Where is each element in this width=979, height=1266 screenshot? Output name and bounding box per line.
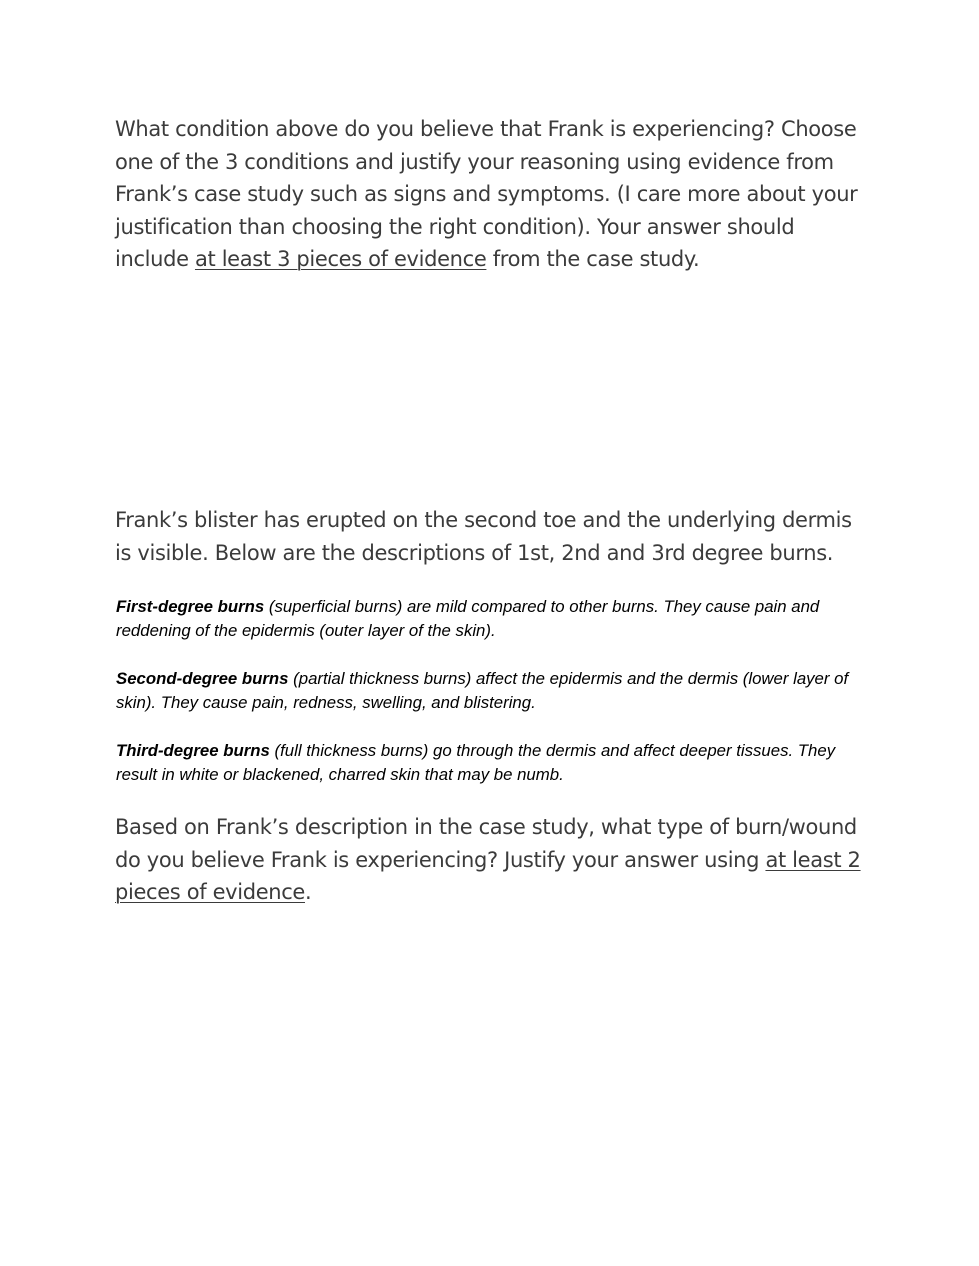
burn-definition-second-degree	[116, 667, 876, 715]
burn-definition-third-degree	[116, 739, 876, 787]
burn-term: Second-degree burns	[116, 669, 289, 688]
burn-term: Third-degree burns	[116, 741, 270, 760]
question-1-text: What condition above do you believe that Frank is experiencing? Choose one of the 3 conditions and justify your reasoning using evidence from Frank’s case study such as signs and symptoms. (I care more about your justification than choosing the right condition). Your answer should include	[115, 117, 858, 272]
burn-description: (superficial burns) are mild compared to other burns. They cause pain and reddening of the epidermis (outer layer of the skin).	[116, 597, 820, 640]
burn-intro-paragraph	[115, 504, 865, 569]
question-2	[115, 811, 865, 909]
burn-intro-text: Frank’s blister has erupted on the second toe and the underlying dermis is visible. Below are the descriptions of 1st, 2nd and 3rd degree burns.	[115, 508, 852, 565]
burn-term: First-degree burns	[116, 597, 265, 616]
question-2-text-end: .	[305, 880, 312, 905]
question-2-evidence-requirement: at least 2 pieces of evidence	[115, 847, 861, 905]
question-1-text-end: from the case study.	[486, 247, 700, 272]
burn-definition-first-degree	[116, 595, 876, 643]
question-1-evidence-requirement: at least 3 pieces of evidence	[194, 247, 487, 272]
question-1	[115, 113, 865, 276]
burn-description: (full thickness burns) go through the dermis and affect deeper tissues. They result in white or blackened, charred skin that may be numb.	[116, 741, 836, 784]
question-2-text: Based on Frank’s description in the case study, what type of burn/wound do you believe Frank is experiencing? Justify your answer using	[115, 815, 857, 872]
burn-description: (partial thickness burns) affect the epidermis and the dermis (lower layer of skin). They cause pain, redness, swelling, and blistering.	[116, 669, 849, 712]
